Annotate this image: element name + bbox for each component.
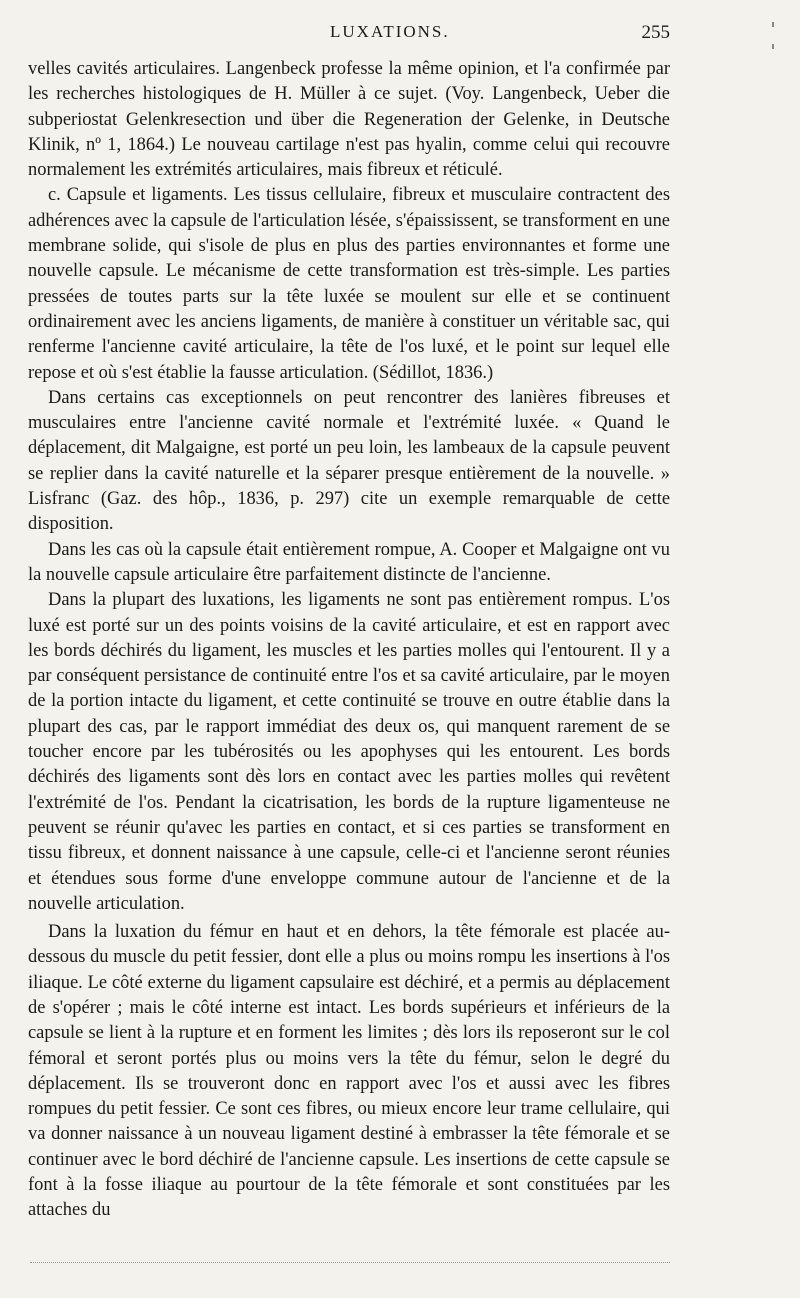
paragraph-ligaments-not-ruptured: Dans la plupart des luxations, les ligaments ne sont pas entièrement rompus. L'os luxé est porté sur un des points voisins de la cavité articulaire, et est en rapport avec les bords déchirés du ligament, les muscles et les parties molles qui l'entourent. Il y a par conséquent persistance de continuité entre l'os et sa cavité articulaire, par le moyen de la portion intacte du ligament, et cette continuité se trouve en outre établie dans la plupart des cas, par le rapport immédiat des deux os, qui manquent rarement de se toucher encore par les tubérosités ou les apophyses qui les entourent. Les bords déchirés des ligaments sont dès lors en contact avec les parties molles qui revêtent l'extrémité de l'os. Pendant la cicatrisation, les bords de la rupture ligamenteuse ne peuvent se réunir qu'avec les parties en contact, et si ces parties se transforment en tissu fibreux, et donnent naissance à une capsule, celle-ci et l'ancienne seront réunies et étendues sous forme d'une enveloppe commune autour de l'ancienne et de la nouvelle articulation. — [28, 589, 670, 913]
paragraph-capsule-ligaments: c. Capsule et ligaments. Les tissus cellulaire, fibreux et musculaire contractent des adhérences avec la capsule de l'articulation lésée, s'épaississent, se transforment en une membrane solide, qui s'isole de plus en plus des parties environnantes et forme une nouvelle capsule. Le mécanisme de cette transformation est très-simple. Les parties pressées de toutes parts sur la tête luxée se moulent sur elle et se continuent ordinairement avec les anciens ligaments, de manière à constituer un véritable sac, qui renferme l'ancienne cavité articulaire, la tête de l'os luxé, et le point sur lequel elle repose et où s'est établie la fausse articulation. (Sédillot, 1836.) — [28, 184, 670, 382]
body-text — [28, 56, 670, 1223]
footer-rule — [30, 1262, 670, 1263]
margin-mark — [772, 44, 774, 49]
running-title: LUXATIONS. — [330, 22, 450, 41]
page-header — [30, 20, 670, 46]
page-number: 255 — [641, 22, 670, 43]
paragraph-exceptional-cases: Dans certains cas exceptionnels on peut rencontrer des lanières fibreuses et musculaires entre l'ancienne cavité normale et l'extrémité luxée. « Quand le déplacement, dit Malgaigne, est porté un peu loin, les lambeaux de la capsule peuvent se replier dans la cavité naturelle et la séparer presque entièrement de la nouvelle. » Lisfranc (Gaz. des hôp., 1836, p. 297) cite un exemple remarquable de cette disposition. — [28, 386, 670, 534]
paragraph-ruptured-capsule: Dans les cas où la capsule était entièrement rompue, A. Cooper et Malgaigne ont vu la nouvelle capsule articulaire être parfaitement distincte de l'ancienne. — [28, 538, 670, 584]
margin-mark — [772, 22, 774, 27]
paragraph-continuation: velles cavités articulaires. Langenbeck professe la même opinion, et l'a confirmée par les recherches histologiques de H. Müller à ce sujet. (Voy. Langenbeck, Ueber die subperiostat Gelenkresection und über die Regeneration der Gelenke, in Deutsche Klinik, nº 1, 1864.) Le nouveau cartilage n'est pas hyalin, comme celui qui recouvre normalement les extrémités articulaires, mais fibreux et réticulé. — [28, 58, 670, 180]
paragraph-femur-luxation: Dans la luxation du fémur en haut et en dehors, la tête fémorale est placée au-dessous du muscle du petit fessier, dont elle a plus ou moins rompu les insertions à l'os iliaque. Le côté externe du ligament capsulaire est déchiré, et a permis au déplacement de s'opérer ; mais le côté interne est intact. Les bords supérieurs et inférieurs de la capsule se lient à la rupture et en forment les limites ; dès lors ils reposeront sur le col fémoral et seront portés plus ou moins vers la tête du fémur, selon le degré du déplacement. Ils se trouveront donc en rapport avec l'os et aussi avec les fibres rompues du petit fessier. Ce sont ces fibres, ou mieux encore leur trame cellulaire, qui va donner naissance à un nouveau ligament destiné à embrasser la tête fémorale et se continuer avec le bord déchiré de l'ancienne capsule. Les insertions de cette capsule se font à la fosse iliaque au pourtour de la tête fémorale et sont constituées par les attaches du — [28, 921, 670, 1220]
